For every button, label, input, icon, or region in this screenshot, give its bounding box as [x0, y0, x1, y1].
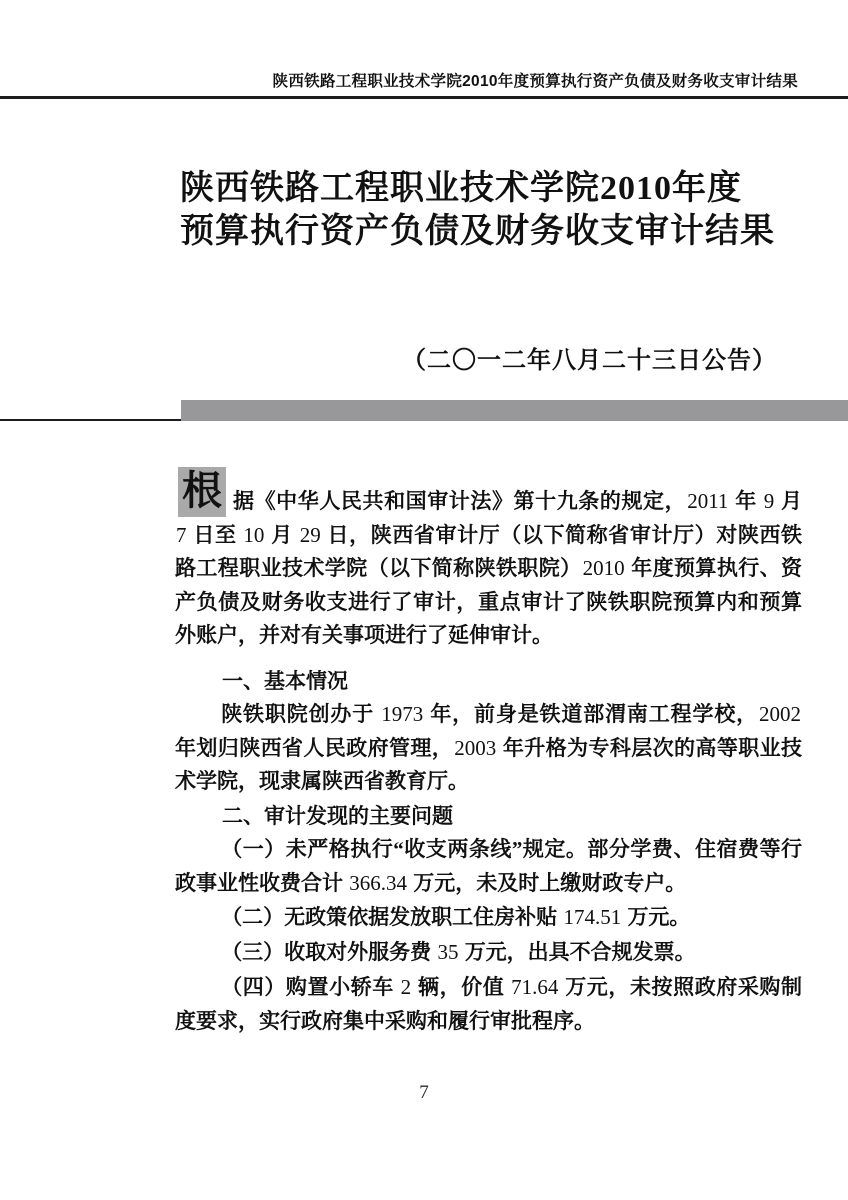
finding-item-3: （三）收取对外服务费 35 万元，出具不合规发票。 [221, 940, 696, 964]
section-1-paragraph: 陕铁职院创办于 1973 年，前身是铁道部渭南工程学校，2002 年划归陕西省人民政府管理，2003 年升格为专科层次的高等职业技术学院，现隶属陕西省教育厅。 [175, 702, 803, 793]
header-rule [0, 96, 848, 99]
section-divider-line [0, 419, 181, 421]
section-heading-2: 二、审计发现的主要问题 [222, 805, 453, 828]
finding-item-1: （一）未严格执行“收支两条线”规定。部分学费、住宿费等行政事业性收费合计 366.34 万元，未及时上缴财政专户。 [175, 837, 802, 895]
intro-paragraph [175, 468, 803, 653]
document-title [180, 167, 775, 253]
intro-text: 据《中华人民共和国审计法》第十九条的规定，2011 年 9 月 7 日至 10 月 29 日，陕西省审计厅（以下简称省审计厅）对陕西铁路工程职业技术学院（以下简称陕铁职院）2010 年度预算执行、资产负债及财务收支进行了审计，重点审计了陕铁职院预算内和预算外账户，并对有关事项进行了延伸审计。 [175, 489, 803, 647]
document-title-line-2: 预算执行资产负债及财务收支审计结果 [180, 213, 775, 250]
section-divider-bar [181, 400, 848, 421]
page-number: 7 [419, 1082, 429, 1103]
finding-item-4: （四）购置小轿车 2 辆，价值 71.64 万元，未按照政府采购制度要求，实行政府集中采购和履行审批程序。 [175, 975, 803, 1033]
running-header: 陕西铁路工程职业技术学院2010年度预算执行资产负债及财务收支审计结果 [272, 73, 798, 90]
announcement-date: （二〇一二年八月二十三日公告） [402, 347, 777, 374]
drop-cap: 根 [178, 467, 226, 517]
finding-item-2: （二）无政策依据发放职工住房补贴 174.51 万元。 [221, 905, 691, 929]
section-heading-1: 一、基本情况 [222, 670, 348, 693]
document-title-line-1: 陕西铁路工程职业技术学院2010年度 [180, 170, 742, 207]
